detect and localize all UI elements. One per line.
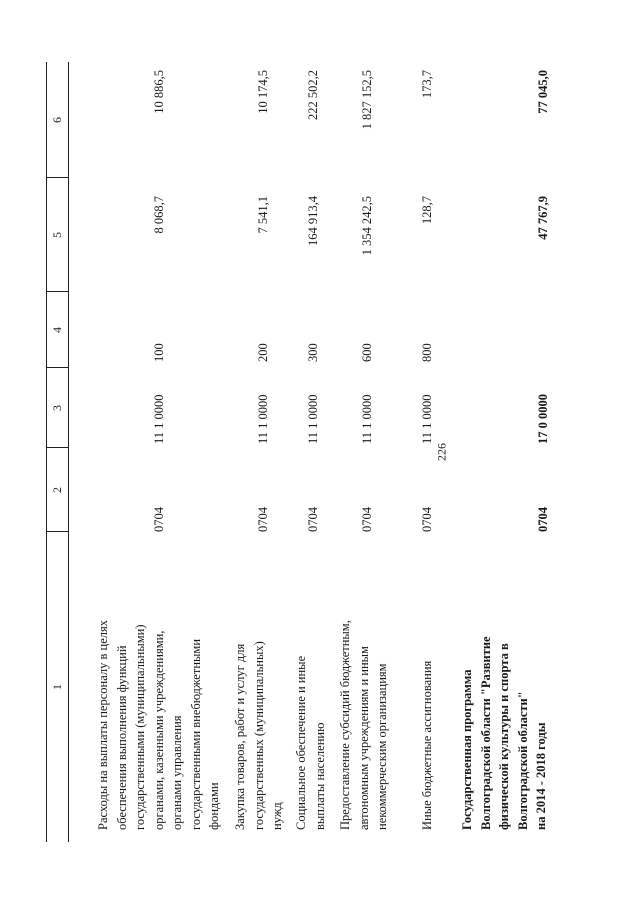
row-6-name: Государственная программа Волгоградской области "Развитие физической культуры и спорта в Волгоградской области" на 2014 - 2018 годы [460,636,548,830]
page-number: 226 [434,443,449,461]
header-col-2: 2 [49,487,64,493]
header-col-6: 6 [49,117,64,123]
row-5-name: Иные бюджетные ассигнования [420,660,434,830]
row-2-sum-5: 7 541,1 [256,196,270,234]
row-5-type: 800 [420,343,434,362]
row-5-target: 11 1 0000 [420,394,434,444]
row-3-sum-6: 222 502,2 [306,70,320,120]
row-1-target: 11 1 0000 [152,394,166,444]
row-3-name: Социальное обеспечение и иные выплаты населению [294,655,327,830]
row-3-section: 0704 [306,507,320,532]
row-3-sum-5: 164 913,4 [306,196,320,246]
header-col-5: 5 [49,232,64,238]
row-2-section: 0704 [256,507,270,532]
header-col-1: 1 [49,684,64,690]
budget-table [46,62,566,842]
row-6-target: 17 0 0000 [536,394,550,444]
row-4-sum-5: 1 354 242,5 [360,196,374,256]
header-bottom-rule [68,62,69,842]
row-4-section: 0704 [360,507,374,532]
row-2-sum-6: 10 174,5 [256,70,270,114]
row-6-sum-5: 47 767,9 [536,196,550,240]
row-1-name: Расходы на выплаты персоналу в целях обеспечения выполнения функций государственными (муниципальными) органами, казенными учреждениями, органами управления государственными внебюджетными фондами [96,620,221,830]
row-3-target: 11 1 0000 [306,394,320,444]
header-col-4: 4 [49,327,64,333]
row-1-sum-5: 8 068,7 [152,196,166,234]
row-2-name: Закупка товаров, работ и услуг для государственных (муниципальных) нужд [233,641,284,830]
row-5-sum-5: 128,7 [420,196,434,225]
row-1-sum-6: 10 886,5 [152,70,166,114]
row-3-type: 300 [306,343,320,362]
row-4-name: Предоставление субсидий бюджетным, автономным учреждениям и иным некоммерческим организациям [338,620,389,830]
row-6-section: 0704 [536,507,550,532]
row-1-section: 0704 [152,507,166,532]
header-col-3: 3 [49,405,64,411]
row-4-type: 600 [360,343,374,362]
row-5-section: 0704 [420,507,434,532]
row-4-sum-6: 1 827 152,5 [360,70,374,130]
row-5-sum-6: 173,7 [420,70,434,99]
row-1-type: 100 [152,343,166,362]
row-2-target: 11 1 0000 [256,394,270,444]
row-2-type: 200 [256,343,270,362]
row-4-target: 11 1 0000 [360,394,374,444]
row-6-sum-6: 77 045,0 [536,70,550,114]
